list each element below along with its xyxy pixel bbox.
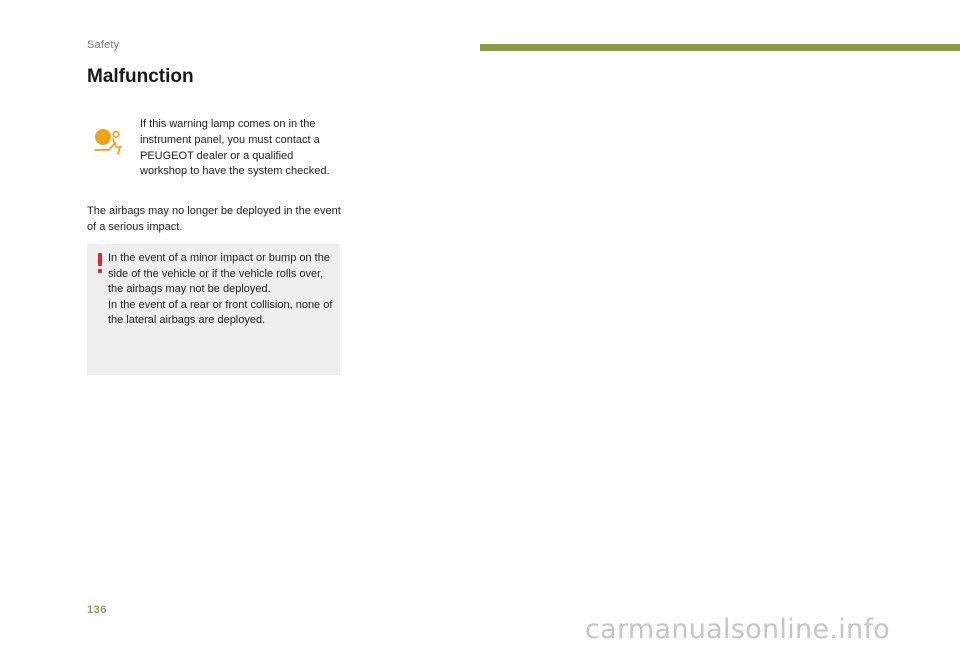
airbag-deployment-note: The airbags may no longer be deployed in the event of a serious impact. (87, 205, 341, 233)
airbag-warning-lamp-icon (92, 126, 124, 158)
warning-box (87, 244, 340, 375)
watermark: carmanualsonline.info (585, 614, 891, 645)
page-title: Malfunction (87, 66, 194, 87)
warning-text (108, 251, 338, 329)
page-number: 136 (87, 604, 107, 616)
warning-text-line2: In the event of a rear or front collision, none of the lateral airbags are deployed. (108, 298, 333, 327)
section-label: Safety (87, 39, 120, 51)
warning-text-line1: In the event of a minor impact or bump on the side of the vehicle or if the vehicle rolls over, the airbags may not be deployed. (108, 252, 330, 296)
warning-lamp-description: If this warning lamp comes on in the instrument panel, you must contact a PEUGEOT dealer or a qualified workshop to have the system checked. (140, 118, 330, 178)
section-accent-bar (480, 44, 960, 51)
exclamation-warning-icon (95, 252, 105, 274)
